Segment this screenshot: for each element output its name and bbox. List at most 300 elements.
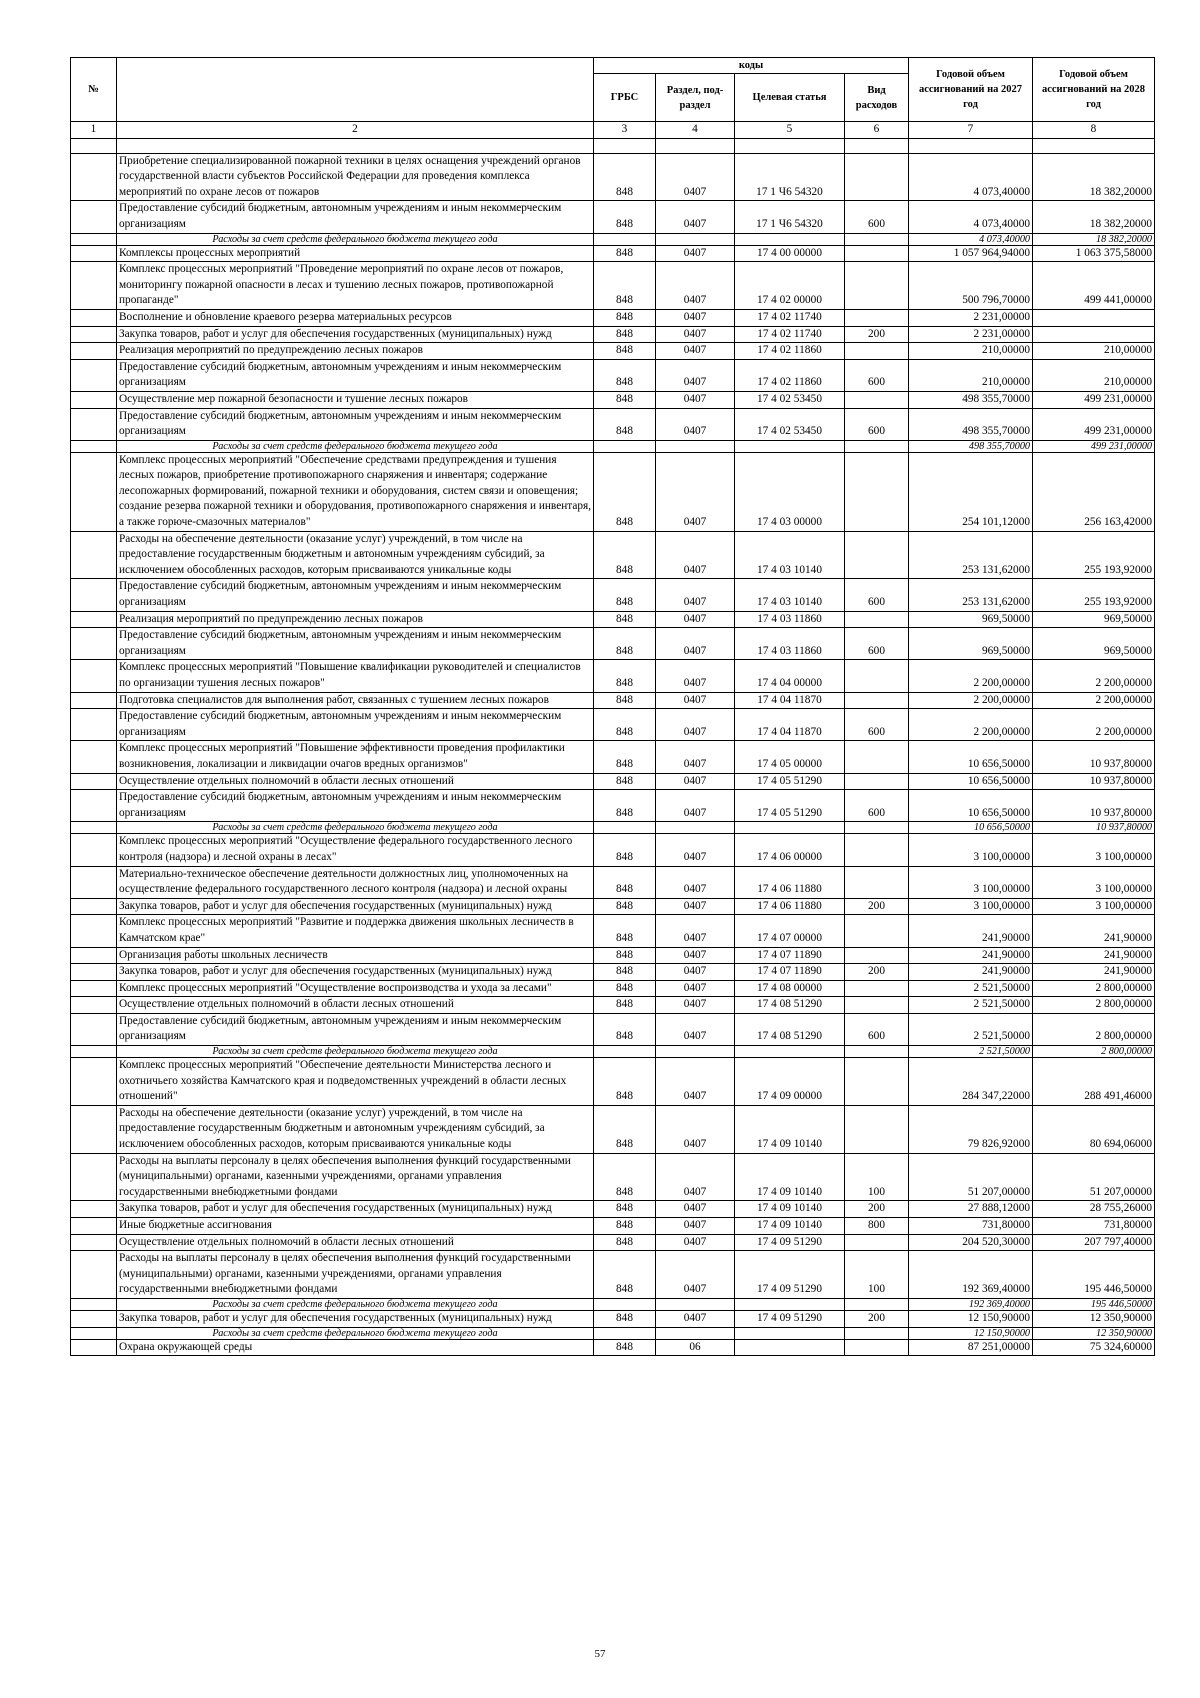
header-section: Раздел, под-раздел: [656, 74, 735, 122]
item-name: Предоставление субсидий бюджетным, автономным учреждениям и иным некоммерческим организациям: [117, 628, 594, 660]
section-cell: 0407: [656, 326, 735, 343]
section-cell: 0407: [656, 1013, 735, 1045]
volume-2028-cell: 1 063 375,58000: [1033, 245, 1155, 262]
expense-type-cell: [845, 440, 909, 452]
section-cell: 0407: [656, 997, 735, 1014]
spacer-cell: [594, 138, 656, 153]
item-name: Предоставление субсидий бюджетным, автономным учреждениям и иным некоммерческим организациям: [117, 408, 594, 440]
table-row: [71, 1013, 1155, 1045]
target-cell: [735, 1327, 845, 1339]
section-cell: 0407: [656, 915, 735, 947]
volume-2027-cell: 254 101,12000: [909, 452, 1033, 531]
target-cell: [735, 233, 845, 245]
num-cell: [71, 309, 117, 326]
volume-2027-cell: 2 200,00000: [909, 692, 1033, 709]
expense-type-cell: 200: [845, 1201, 909, 1218]
expense-type-cell: 600: [845, 201, 909, 233]
target-cell: 17 4 02 11860: [735, 343, 845, 360]
grbs-cell: [594, 233, 656, 245]
num-cell: [71, 741, 117, 773]
table-row: [71, 692, 1155, 709]
num-cell: [71, 980, 117, 997]
target-cell: 17 4 09 10140: [735, 1201, 845, 1218]
volume-2027-cell: 204 520,30000: [909, 1234, 1033, 1251]
volume-2027-cell: 4 073,40000: [909, 201, 1033, 233]
volume-2028-cell: 2 200,00000: [1033, 709, 1155, 741]
section-cell: [656, 233, 735, 245]
num-cell: [71, 709, 117, 741]
item-name: Комплекс процессных мероприятий "Повышение квалификации руководителей и специалистов по организации тушения лесных пожаров": [117, 660, 594, 692]
table-row: [71, 408, 1155, 440]
volume-2027-cell: 10 656,50000: [909, 773, 1033, 790]
item-name: Реализация мероприятий по предупреждению лесных пожаров: [117, 343, 594, 360]
section-cell: 0407: [656, 741, 735, 773]
volume-2027-cell: 241,90000: [909, 947, 1033, 964]
section-cell: 0407: [656, 660, 735, 692]
item-name: Предоставление субсидий бюджетным, автономным учреждениям и иным некоммерческим организациям: [117, 709, 594, 741]
volume-2028-cell: 2 800,00000: [1033, 1013, 1155, 1045]
num-cell: [71, 773, 117, 790]
volume-2027-cell: 10 656,50000: [909, 790, 1033, 822]
table-row: [71, 391, 1155, 408]
item-name: Предоставление субсидий бюджетным, автономным учреждениям и иным некоммерческим организациям: [117, 359, 594, 391]
item-name: Расходы на обеспечение деятельности (оказание услуг) учреждений, в том числе на предоставление государственным бюджетным и автономным учреждениям субсидий, за исключением обособленных расходов, которым присваиваются уникальные коды: [117, 531, 594, 579]
section-cell: [656, 1298, 735, 1310]
grbs-cell: 848: [594, 245, 656, 262]
table-row: [71, 359, 1155, 391]
table-row: [71, 898, 1155, 915]
target-cell: 17 4 03 10140: [735, 531, 845, 579]
item-name: Осуществление отдельных полномочий в области лесных отношений: [117, 997, 594, 1014]
grbs-cell: [594, 440, 656, 452]
volume-2027-cell: 241,90000: [909, 964, 1033, 981]
volume-2027-cell: 2 521,50000: [909, 1046, 1033, 1058]
expense-type-cell: [845, 692, 909, 709]
expense-type-cell: 100: [845, 1251, 909, 1299]
expense-type-cell: [845, 773, 909, 790]
spacer-cell: [909, 138, 1033, 153]
num-cell: [71, 233, 117, 245]
section-cell: 0407: [656, 866, 735, 898]
item-name: Осуществление отдельных полномочий в области лесных отношений: [117, 773, 594, 790]
volume-2028-cell: 499 441,00000: [1033, 262, 1155, 310]
volume-2028-cell: 499 231,00000: [1033, 408, 1155, 440]
volume-2027-cell: 731,80000: [909, 1218, 1033, 1235]
expense-type-cell: 200: [845, 964, 909, 981]
section-cell: 06: [656, 1339, 735, 1356]
grbs-cell: 848: [594, 660, 656, 692]
section-cell: 0407: [656, 245, 735, 262]
section-cell: 0407: [656, 1251, 735, 1299]
column-number: 7: [909, 122, 1033, 139]
grbs-cell: 848: [594, 947, 656, 964]
item-name: Комплексы процессных мероприятий: [117, 245, 594, 262]
volume-2028-cell: 241,90000: [1033, 915, 1155, 947]
target-cell: [735, 822, 845, 834]
grbs-cell: 848: [594, 359, 656, 391]
volume-2027-cell: 192 369,40000: [909, 1251, 1033, 1299]
num-cell: [71, 1234, 117, 1251]
item-name: Охрана окружающей среды: [117, 1339, 594, 1356]
item-name: Расходы за счет средств федерального бюджета текущего года: [117, 822, 594, 834]
expense-type-cell: [845, 741, 909, 773]
spacer-cell: [71, 138, 117, 153]
volume-2028-cell: [1033, 309, 1155, 326]
section-cell: 0407: [656, 628, 735, 660]
target-cell: [735, 440, 845, 452]
volume-2027-cell: 498 355,70000: [909, 391, 1033, 408]
volume-2028-cell: 28 755,26000: [1033, 1201, 1155, 1218]
num-cell: [71, 579, 117, 611]
table-row: [71, 1339, 1155, 1356]
expense-type-cell: 600: [845, 408, 909, 440]
item-name: Комплекс процессных мероприятий "Обеспечение деятельности Министерства лесного и охотничьего хозяйства Камчатского края и подведомственных учреждений в области лесных отношений": [117, 1058, 594, 1106]
table-row: [71, 947, 1155, 964]
header-number: №: [71, 58, 117, 122]
section-cell: 0407: [656, 201, 735, 233]
volume-2027-cell: 2 200,00000: [909, 660, 1033, 692]
num-cell: [71, 790, 117, 822]
section-cell: 0407: [656, 531, 735, 579]
grbs-cell: 848: [594, 773, 656, 790]
target-cell: 17 4 07 11890: [735, 964, 845, 981]
num-cell: [71, 898, 117, 915]
volume-2027-cell: 12 150,90000: [909, 1327, 1033, 1339]
volume-2027-cell: 241,90000: [909, 915, 1033, 947]
item-name: Закупка товаров, работ и услуг для обеспечения государственных (муниципальных) нужд: [117, 1310, 594, 1327]
table-row: [71, 1058, 1155, 1106]
volume-2028-cell: 499 231,00000: [1033, 391, 1155, 408]
num-cell: [71, 1339, 117, 1356]
table-row: [71, 262, 1155, 310]
item-name: Расходы на обеспечение деятельности (оказание услуг) учреждений, в том числе на предоставление государственным бюджетным и автономным учреждениям субсидий, за исключением обособленных расходов, которым присваиваются уникальные коды: [117, 1105, 594, 1153]
expense-type-cell: [845, 343, 909, 360]
column-number: 5: [735, 122, 845, 139]
volume-2028-cell: 969,50000: [1033, 611, 1155, 628]
target-cell: 17 4 03 00000: [735, 452, 845, 531]
volume-2027-cell: 2 521,50000: [909, 997, 1033, 1014]
grbs-cell: 848: [594, 309, 656, 326]
grbs-cell: 848: [594, 980, 656, 997]
volume-2028-cell: 2 200,00000: [1033, 660, 1155, 692]
volume-2028-cell: 2 800,00000: [1033, 980, 1155, 997]
expense-type-cell: 200: [845, 326, 909, 343]
expense-type-cell: [845, 915, 909, 947]
grbs-cell: 848: [594, 692, 656, 709]
section-cell: 0407: [656, 391, 735, 408]
expense-type-cell: 800: [845, 1218, 909, 1235]
target-cell: 17 4 09 51290: [735, 1310, 845, 1327]
num-cell: [71, 391, 117, 408]
num-cell: [71, 611, 117, 628]
volume-2027-cell: 3 100,00000: [909, 898, 1033, 915]
grbs-cell: 848: [594, 1218, 656, 1235]
section-cell: 0407: [656, 343, 735, 360]
expense-type-cell: [845, 947, 909, 964]
grbs-cell: 848: [594, 531, 656, 579]
volume-2027-cell: 969,50000: [909, 628, 1033, 660]
section-cell: 0407: [656, 1058, 735, 1106]
grbs-cell: 848: [594, 452, 656, 531]
table-row: [71, 915, 1155, 947]
grbs-cell: 848: [594, 709, 656, 741]
table-row: [71, 153, 1155, 201]
expense-type-cell: [845, 1298, 909, 1310]
expense-type-cell: [845, 262, 909, 310]
num-cell: [71, 997, 117, 1014]
num-cell: [71, 359, 117, 391]
expense-type-cell: [845, 660, 909, 692]
spacer-cell: [735, 138, 845, 153]
num-cell: [71, 1105, 117, 1153]
item-name: Организация работы школьных лесничеств: [117, 947, 594, 964]
grbs-cell: 848: [594, 997, 656, 1014]
expense-type-cell: [845, 391, 909, 408]
target-cell: 17 4 08 51290: [735, 997, 845, 1014]
expense-type-cell: 600: [845, 628, 909, 660]
volume-2028-cell: 10 937,80000: [1033, 790, 1155, 822]
num-cell: [71, 440, 117, 452]
section-cell: 0407: [656, 1218, 735, 1235]
num-cell: [71, 1310, 117, 1327]
column-number: 2: [117, 122, 594, 139]
section-cell: 0407: [656, 947, 735, 964]
target-cell: [735, 1339, 845, 1356]
volume-2028-cell: 80 694,06000: [1033, 1105, 1155, 1153]
volume-2028-cell: 256 163,42000: [1033, 452, 1155, 531]
grbs-cell: 848: [594, 326, 656, 343]
target-cell: 17 4 02 11740: [735, 326, 845, 343]
volume-2027-cell: 500 796,70000: [909, 262, 1033, 310]
section-cell: 0407: [656, 709, 735, 741]
expense-type-cell: 600: [845, 579, 909, 611]
volume-2027-cell: 210,00000: [909, 343, 1033, 360]
grbs-cell: 848: [594, 408, 656, 440]
volume-2028-cell: 18 382,20000: [1033, 233, 1155, 245]
item-name: Комплекс процессных мероприятий "Развитие и поддержка движения школьных лесничеств в Камчатском крае": [117, 915, 594, 947]
volume-2028-cell: 75 324,60000: [1033, 1339, 1155, 1356]
table-row: [71, 201, 1155, 233]
item-name: Предоставление субсидий бюджетным, автономным учреждениям и иным некоммерческим организациям: [117, 201, 594, 233]
grbs-cell: [594, 822, 656, 834]
grbs-cell: 848: [594, 153, 656, 201]
expense-type-cell: 600: [845, 790, 909, 822]
grbs-cell: 848: [594, 391, 656, 408]
target-cell: 17 4 09 10140: [735, 1105, 845, 1153]
item-name: Комплекс процессных мероприятий "Осуществление воспроизводства и ухода за лесами": [117, 980, 594, 997]
section-cell: 0407: [656, 692, 735, 709]
item-name: Предоставление субсидий бюджетным, автономным учреждениям и иным некоммерческим организациям: [117, 579, 594, 611]
column-number-row: [71, 122, 1155, 139]
table-row: [71, 997, 1155, 1014]
item-name: Расходы за счет средств федерального бюджета текущего года: [117, 1046, 594, 1058]
table-row: [71, 660, 1155, 692]
table-row: [71, 611, 1155, 628]
spacer-cell: [656, 138, 735, 153]
table-row: [71, 1105, 1155, 1153]
expense-type-cell: [845, 233, 909, 245]
item-name: Расходы за счет средств федерального бюджета текущего года: [117, 440, 594, 452]
volume-2027-cell: 10 656,50000: [909, 741, 1033, 773]
item-name: Предоставление субсидий бюджетным, автономным учреждениям и иным некоммерческим организациям: [117, 1013, 594, 1045]
num-cell: [71, 1298, 117, 1310]
volume-2027-cell: 2 521,50000: [909, 980, 1033, 997]
section-cell: 0407: [656, 153, 735, 201]
num-cell: [71, 408, 117, 440]
table-row: [71, 452, 1155, 531]
expense-type-cell: [845, 1234, 909, 1251]
num-cell: [71, 245, 117, 262]
column-number: 4: [656, 122, 735, 139]
expense-type-cell: 200: [845, 898, 909, 915]
item-name: Расходы за счет средств федерального бюджета текущего года: [117, 1298, 594, 1310]
section-cell: 0407: [656, 790, 735, 822]
column-number: 3: [594, 122, 656, 139]
num-cell: [71, 1251, 117, 1299]
item-name: Расходы на выплаты персоналу в целях обеспечения выполнения функций государственными (муниципальными) органами, казенными учреждениями, органами управления государственными внебюджетными фондами: [117, 1251, 594, 1299]
table-row: [71, 866, 1155, 898]
table-row: [71, 1310, 1155, 1327]
section-cell: 0407: [656, 1234, 735, 1251]
item-name: Расходы за счет средств федерального бюджета текущего года: [117, 1327, 594, 1339]
num-cell: [71, 660, 117, 692]
item-name: Расходы за счет средств федерального бюджета текущего года: [117, 233, 594, 245]
expense-type-cell: 600: [845, 1013, 909, 1045]
column-number: 1: [71, 122, 117, 139]
target-cell: 17 4 03 11860: [735, 628, 845, 660]
section-cell: [656, 1327, 735, 1339]
volume-2028-cell: 3 100,00000: [1033, 834, 1155, 866]
target-cell: 17 4 05 51290: [735, 773, 845, 790]
volume-2028-cell: 210,00000: [1033, 359, 1155, 391]
target-cell: 17 1 Ч6 54320: [735, 153, 845, 201]
num-cell: [71, 1201, 117, 1218]
volume-2027-cell: 210,00000: [909, 359, 1033, 391]
section-cell: 0407: [656, 1105, 735, 1153]
volume-2028-cell: 241,90000: [1033, 964, 1155, 981]
target-cell: 17 4 09 00000: [735, 1058, 845, 1106]
volume-2028-cell: 731,80000: [1033, 1218, 1155, 1235]
section-cell: [656, 1046, 735, 1058]
grbs-cell: 848: [594, 1105, 656, 1153]
volume-2028-cell: 18 382,20000: [1033, 201, 1155, 233]
table-row: [71, 628, 1155, 660]
table-row: [71, 834, 1155, 866]
volume-2028-cell: 10 937,80000: [1033, 773, 1155, 790]
page-number: 57: [594, 1648, 606, 1660]
section-cell: [656, 440, 735, 452]
volume-2027-cell: 4 073,40000: [909, 233, 1033, 245]
num-cell: [71, 531, 117, 579]
section-cell: 0407: [656, 1310, 735, 1327]
volume-2027-cell: 969,50000: [909, 611, 1033, 628]
item-name: Закупка товаров, работ и услуг для обеспечения государственных (муниципальных) нужд: [117, 1201, 594, 1218]
volume-2027-cell: 87 251,00000: [909, 1339, 1033, 1356]
grbs-cell: 848: [594, 1251, 656, 1299]
grbs-cell: 848: [594, 201, 656, 233]
num-cell: [71, 326, 117, 343]
target-cell: 17 4 06 11880: [735, 866, 845, 898]
grbs-cell: 848: [594, 1310, 656, 1327]
volume-2028-cell: 12 350,90000: [1033, 1327, 1155, 1339]
target-cell: 17 4 09 10140: [735, 1153, 845, 1201]
grbs-cell: 848: [594, 1201, 656, 1218]
grbs-cell: 848: [594, 898, 656, 915]
table-row: [71, 1218, 1155, 1235]
volume-2028-cell: 255 193,92000: [1033, 579, 1155, 611]
expense-type-cell: [845, 980, 909, 997]
num-cell: [71, 915, 117, 947]
table-row: [71, 1201, 1155, 1218]
table-row: [71, 709, 1155, 741]
volume-2027-cell: 4 073,40000: [909, 153, 1033, 201]
target-cell: 17 4 02 11740: [735, 309, 845, 326]
num-cell: [71, 822, 117, 834]
section-cell: 0407: [656, 262, 735, 310]
section-cell: 0407: [656, 980, 735, 997]
expense-type-cell: [845, 245, 909, 262]
section-cell: [656, 822, 735, 834]
section-cell: 0407: [656, 611, 735, 628]
num-cell: [71, 964, 117, 981]
grbs-cell: 848: [594, 1339, 656, 1356]
table-row: [71, 1153, 1155, 1201]
item-name: Восполнение и обновление краевого резерва материальных ресурсов: [117, 309, 594, 326]
num-cell: [71, 1013, 117, 1045]
target-cell: 17 4 02 11860: [735, 359, 845, 391]
expense-type-cell: [845, 309, 909, 326]
num-cell: [71, 628, 117, 660]
table-row: [71, 741, 1155, 773]
spacer-cell: [117, 138, 594, 153]
volume-2027-cell: 2 231,00000: [909, 309, 1033, 326]
table-row: [71, 1234, 1155, 1251]
volume-2027-cell: 10 656,50000: [909, 822, 1033, 834]
expense-type-cell: [845, 1339, 909, 1356]
target-cell: [735, 1298, 845, 1310]
grbs-cell: 848: [594, 1153, 656, 1201]
item-name: Закупка товаров, работ и услуг для обеспечения государственных (муниципальных) нужд: [117, 964, 594, 981]
federal-budget-row: [71, 1327, 1155, 1339]
expense-type-cell: [845, 153, 909, 201]
spacer-cell: [845, 138, 909, 153]
table-row: [71, 343, 1155, 360]
volume-2028-cell: 210,00000: [1033, 343, 1155, 360]
expense-type-cell: 200: [845, 1310, 909, 1327]
header-target: Целевая статья: [735, 74, 845, 122]
num-cell: [71, 201, 117, 233]
table-row: [71, 531, 1155, 579]
num-cell: [71, 834, 117, 866]
target-cell: 17 4 06 11880: [735, 898, 845, 915]
column-number: 6: [845, 122, 909, 139]
spacer-row: [71, 138, 1155, 153]
num-cell: [71, 262, 117, 310]
federal-budget-row: [71, 440, 1155, 452]
volume-2027-cell: 2 231,00000: [909, 326, 1033, 343]
section-cell: 0407: [656, 408, 735, 440]
table-row: [71, 980, 1155, 997]
num-cell: [71, 153, 117, 201]
num-cell: [71, 1046, 117, 1058]
target-cell: 17 4 03 11860: [735, 611, 845, 628]
header-codes: коды: [594, 58, 909, 74]
volume-2028-cell: 51 207,00000: [1033, 1153, 1155, 1201]
volume-2028-cell: [1033, 326, 1155, 343]
grbs-cell: 848: [594, 834, 656, 866]
volume-2027-cell: 2 521,50000: [909, 1013, 1033, 1045]
volume-2028-cell: 10 937,80000: [1033, 741, 1155, 773]
